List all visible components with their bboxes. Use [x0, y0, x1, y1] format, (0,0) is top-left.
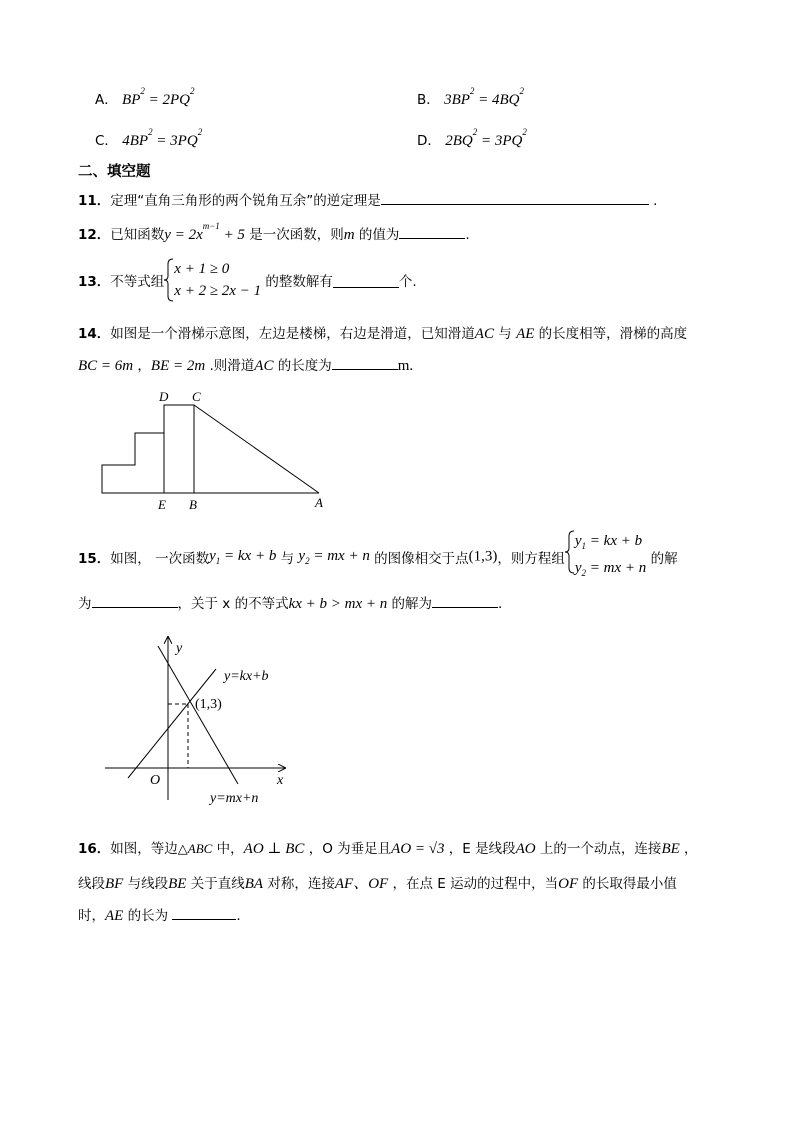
answer-blank-11[interactable]: [381, 190, 649, 205]
answer-blank-16[interactable]: [172, 905, 236, 920]
q15-equation-system: $y_1$ = kx + b $y_2$ = mx + n: [565, 530, 646, 584]
choice-b-formula: $3BP^2 = 4BQ^2$: [444, 86, 525, 108]
left-brace-icon: [565, 530, 575, 574]
question-16-line2: 线段BF 与线段BE 关于直线BA 对称，连接AF、OF ，在点 E 运动的过程中，当OF 的长取得最小值: [78, 876, 677, 892]
answer-blank-12[interactable]: [399, 224, 465, 239]
label-d: D: [159, 389, 169, 404]
choice-c: C． $4BP^2 = 3PQ^2$: [95, 127, 203, 149]
choice-a-formula: $BP^2 = 2PQ^2$: [122, 86, 195, 108]
label-line2: y=mx+n: [210, 791, 259, 806]
line-mx-n: [158, 646, 238, 784]
question-15-line1: 15．如图， 一次函数$y_1$ = kx + b 与 $y_2$ = mx + n 的图像相交于点(1,3)，则方程组 $y_1$ = kx + b $y_2$ = mx + n 的解: [78, 530, 678, 584]
label-y-axis: y: [176, 641, 183, 656]
answer-blank-15b[interactable]: [432, 593, 498, 608]
slide-figure: [95, 385, 335, 515]
q15-f1: $y_1$ = kx + b: [209, 548, 277, 566]
line-ca: [194, 405, 319, 493]
label-c: C: [192, 389, 201, 404]
choice-d: D． $2BQ^2 = 3PQ^2$: [417, 127, 527, 149]
label-line1: y=kx+b: [224, 669, 269, 684]
q13-inequality-system: x + 1 ≥ 0 x + 2 ≥ 2x − 1: [164, 258, 261, 302]
choice-a: A． $BP^2 = 2PQ^2$: [95, 86, 195, 108]
label-x-axis: x: [277, 773, 284, 788]
answer-blank-14[interactable]: [332, 355, 398, 370]
section-title: 二、填空题: [78, 164, 151, 180]
label-intersection: (1,3): [195, 697, 222, 712]
left-brace-icon: [164, 258, 174, 302]
question-16-line1: 16．如图，等边△ABC 中，AO ⊥ BC ，O 为垂足且AO = √3 ，E 是线段AO 上的一个动点，连接BE ，: [78, 841, 698, 857]
question-13: 13．不等式组 x + 1 ≥ 0 x + 2 ≥ 2x − 1 的整数解有 个.: [78, 258, 417, 302]
q15-f2: $y_2$ = mx + n: [298, 548, 370, 566]
linear-graph-figure: [100, 632, 300, 812]
q12-formula: $y = 2x^{m-1} + 5$: [164, 221, 245, 243]
question-14-line1: 14．如图是一个滑梯示意图，左边是楼梯，右边是滑道，已知滑道AC 与 AE 的长度相等，滑梯的高度: [78, 326, 688, 342]
choice-c-formula: $4BP^2 = 3PQ^2$: [122, 127, 203, 149]
choice-d-formula: $2BQ^2 = 3PQ^2$: [445, 127, 527, 149]
question-16-line3: 时，AE 的长为 .: [78, 904, 241, 925]
label-b: B: [189, 497, 197, 512]
question-12: 12．已知函数$y = 2x^{m-1} + 5$ 是一次函数，则m 的值为 .: [78, 221, 470, 243]
stairs-outline: [102, 405, 194, 493]
label-e: E: [158, 497, 166, 512]
answer-blank-15a[interactable]: [92, 593, 178, 608]
choice-b: B． $3BP^2 = 4BQ^2$: [417, 86, 525, 108]
question-14-line2: BC = 6m ，BE = 2m .则滑道AC 的长度为 m.: [78, 354, 413, 375]
answer-blank-13[interactable]: [333, 273, 399, 288]
label-a: A: [315, 495, 323, 510]
question-11: 11．定理“直角三角形的两个锐角互余”的逆定理是 .: [78, 189, 657, 209]
question-15-line2: 为 ，关于 x 的不等式kx + b > mx + n 的解为 .: [78, 592, 502, 613]
label-origin: O: [150, 773, 161, 788]
